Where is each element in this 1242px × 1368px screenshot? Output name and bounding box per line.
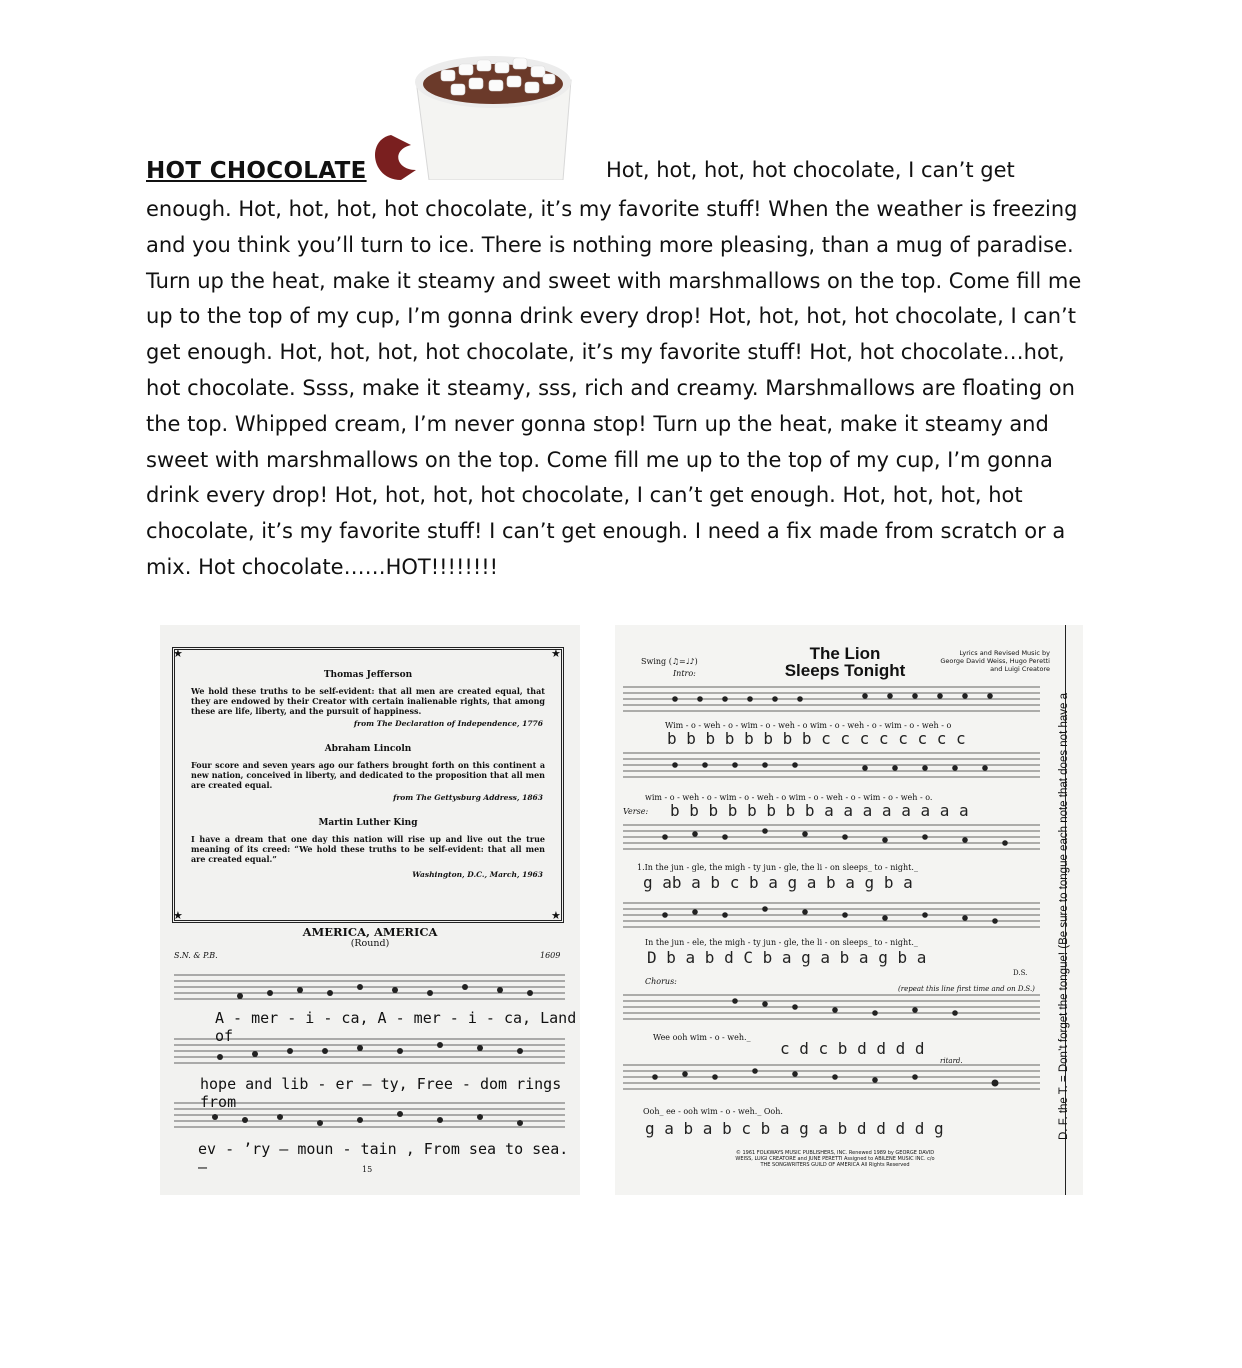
quote-text: I have a dream that one day this nation will rise up and live out the true meaning of its creed: “We hold these truths to be self-evident: that all men are created equal.” (191, 834, 545, 864)
title-row (146, 40, 1096, 190)
hand-notes-line: g ab a b c b a g a b a g b a (643, 873, 913, 892)
page-number: 15 (362, 1165, 373, 1174)
lyric-line-1: A - mer - i - ca, A - mer - i - ca, Land of (215, 1009, 577, 1045)
intro-label: Intro: (673, 669, 696, 678)
song-number: 1609 (540, 951, 561, 960)
lyric-line-3: ev - ’ry — moun - tain , From sea to sea. — (198, 1140, 569, 1176)
chorus-label: Chorus: (645, 977, 677, 986)
hot-chocolate-mug-image (371, 40, 601, 180)
syllables-line: Wim - o - weh - o - wim - o - weh - o wim - o - weh - o - wim - o - weh - o (665, 721, 952, 730)
song-title: AMERICA, AMERICA (302, 925, 438, 939)
syllables-line: 1.In the jun - gle, the migh - ty jun - gle, the li - on sleeps_ to - night._ (637, 863, 918, 872)
quote-author: Martin Luther King (318, 818, 418, 828)
america-sheet-scan (160, 625, 580, 1195)
lyrics-paragraph: enough. Hot, hot, hot, hot chocolate, it’s my favorite stuff! When the weather is freezing and you think you’ll turn to ice. There is nothing more pleasing, than a mug of paradise. Turn up the heat, make it steamy and sweet with marshmallows on the top. Come fill me up to the top of my cup, I’m gonna drink every drop! Hot, hot, hot, hot chocolate, I can’t get enough. Hot, hot, hot, hot chocolate, it’s my favorite stuff! Hot, hot chocolate…hot, hot chocolate. Ssss, make it steamy, sss, rich and creamy. Marshmallows are floating on the top. Whipped cream, I’m never gonna stop! Turn up the heat, make it steamy and sweet with marshmallows on the top. Come fill me up to the top of my cup, I’m gonna drink every drop! Hot, hot, hot, hot chocolate, I can’t get enough. Hot, hot, hot, hot chocolate, it’s my favorite stuff! I can’t get enough. I need a fix made from scratch or a mix. Hot chocolate……HOT!!!!!!!! (146, 197, 1082, 579)
syllables-line: In the jun - ele, the migh - ty jun - gle, the li - on sleeps_ to - night._ (645, 938, 918, 947)
syllables-line: Wee ooh wim - o - weh._ (653, 1033, 751, 1042)
star-icon: ★ (173, 647, 183, 660)
hand-notes-line: b b b b b b b b c c c c c c c c (667, 729, 966, 748)
hand-notes-line: c d c b d d d d (780, 1039, 925, 1058)
copyright-notice: © 1961 FOLKWAYS MUSIC PUBLISHERS, INC. Renewed 1989 by GEORGE DAVID WEISS, LUIGI CREATORE and JUNE PERETTI Assigned to ABILENE MUSIC INC. c/o THE SONGWRITERS GUILD OF AMERICA All Rights Reserved (735, 1150, 935, 1168)
quote-author: Abraham Lincoln (324, 744, 412, 754)
lion-sleeps-tonight-scan (615, 625, 1083, 1195)
quote-text: Four score and seven years ago our fathers brought forth on this continent a new nation, conceived in liberty, and dedicated to the proposition that all men are created equal. (191, 760, 545, 790)
quote-source: Washington, D.C., March, 1963 (412, 870, 543, 879)
ds-marking: D.S. (1013, 969, 1028, 977)
page-title: HOT CHOCOLATE (146, 158, 367, 184)
quote-author: Thomas Jefferson (323, 670, 413, 680)
syllables-line: wim - o - weh - o - wim - o - weh - o wim - o - weh - o - wim - o - weh - o. (645, 793, 933, 802)
star-icon: ★ (551, 909, 561, 922)
ritard-marking: ritard. (940, 1057, 963, 1065)
verse-label: Verse: (623, 807, 649, 816)
quote-text: We hold these truths to be self-evident: that all men are created equal, that they are endowed by their Creator with certain inalienable rights, that among these are life, liberty, and the pursuit of happiness. (191, 686, 545, 716)
song-subtitle: (Round) (350, 938, 390, 949)
repeat-note: (repeat this line first time and on D.S.) (898, 985, 1035, 993)
tempo-marking: Swing (♫=♩♪) (641, 657, 698, 666)
syllables-line: Ooh_ ee - ooh wim - o - weh._ Ooh. (643, 1107, 783, 1116)
credit-text: Lyrics and Revised Music by George David Weiss, Hugo Peretti and Luigi Creatore (940, 649, 1050, 673)
side-note-text: D. F. the T. = Don’t forget the tongue! (Be sure to tongue each note that does not have a (1058, 693, 1070, 1140)
lyric-line-2: hope and lib - er — ty, Free - dom rings from (200, 1075, 562, 1111)
arranger: S.N. & P.B. (174, 951, 218, 960)
lion-title-line2: Sleeps Tonight (784, 661, 906, 680)
lion-title-line1: The Lion (809, 644, 881, 663)
hand-notes-line: D b a b d C b a g a b a g b a (647, 948, 927, 967)
star-icon: ★ (173, 909, 183, 922)
first-lyric-line: Hot, hot, hot, hot chocolate, I can’t get (606, 158, 1015, 182)
quote-source: from The Gettysburg Address, 1863 (393, 793, 543, 802)
quote-source: from The Declaration of Independence, 1776 (353, 719, 543, 728)
hand-notes-line: g a b a b c b a g a b d d d d g (645, 1119, 944, 1138)
star-icon: ★ (551, 647, 561, 660)
hand-notes-line: b b b b b b b b a a a a a a a a (670, 801, 969, 820)
